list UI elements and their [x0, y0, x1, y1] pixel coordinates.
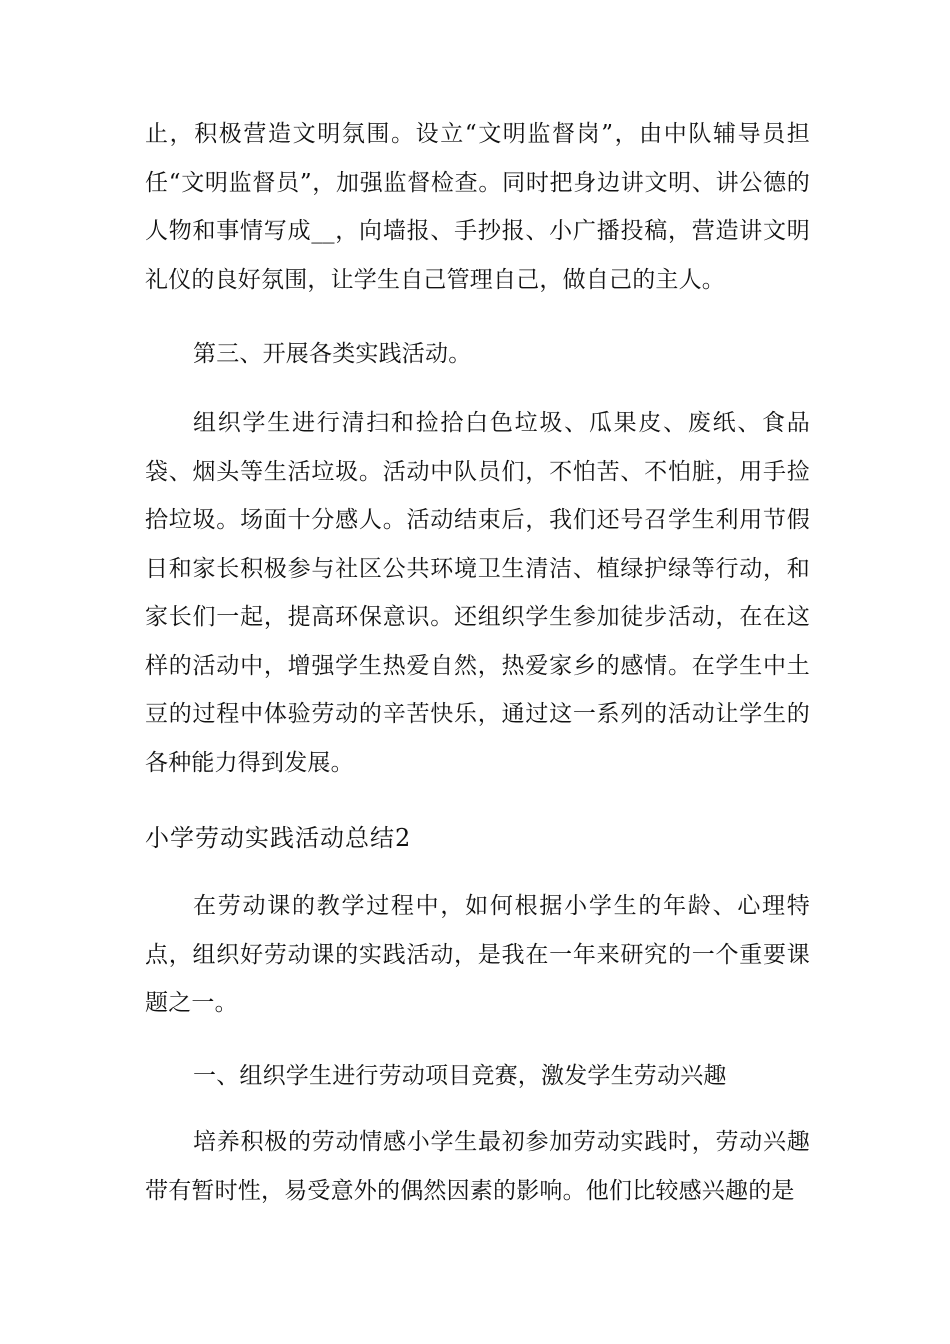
paragraph-intro: 在劳动课的教学过程中，如何根据小学生的年龄、心理特点，组织好劳动课的实践活动，是我在一年来研究的一个重要课题之一。 — [145, 893, 810, 1016]
paragraph-practice-activities: 组织学生进行清扫和捡拾白色垃圾、瓜果皮、废纸、食品袋、烟头等生活垃圾。活动中队员们，不怕苦、不怕脏，用手捡拾垃圾。场面十分感人。活动结束后，我们还号召学生利用节假日和家长积极参与社区公共环境卫生清洁、植绿护绿等行动，和家长们一起，提高环保意识。还组织学生参加徒步活动，在在这样的活动中，增强学生热爱自然，热爱家乡的感情。在学生中土豆的过程中体验劳动的辛苦快乐，通过这一系列的活动让学生的各种能力得到发展。 — [145, 410, 810, 776]
section-heading: 小学劳动实践活动总结2 — [145, 824, 412, 852]
paragraph-section-three-title: 第三、开展各类实践活动。 — [193, 341, 472, 367]
paragraph-subheading-one: 一、组织学生进行劳动项目竞赛，激发学生劳动兴趣 — [193, 1063, 727, 1089]
paragraph-civility: 止，积极营造文明氛围。设立“文明监督岗”，由中队辅导员担任“文明监督员”，加强监督检查。同时把身边讲文明、讲公德的人物和事情写成__，向墙报、手抄报、小广播投稿，营造讲文明礼仪的良好氛围，让学生自己管理自己，做自己的主人。 — [145, 121, 810, 293]
paragraph-labor-interest: 培养积极的劳动情感小学生最初参加劳动实践时，劳动兴趣带有暂时性，易受意外的偶然因素的影响。他们比较感兴趣的是 — [145, 1129, 810, 1204]
